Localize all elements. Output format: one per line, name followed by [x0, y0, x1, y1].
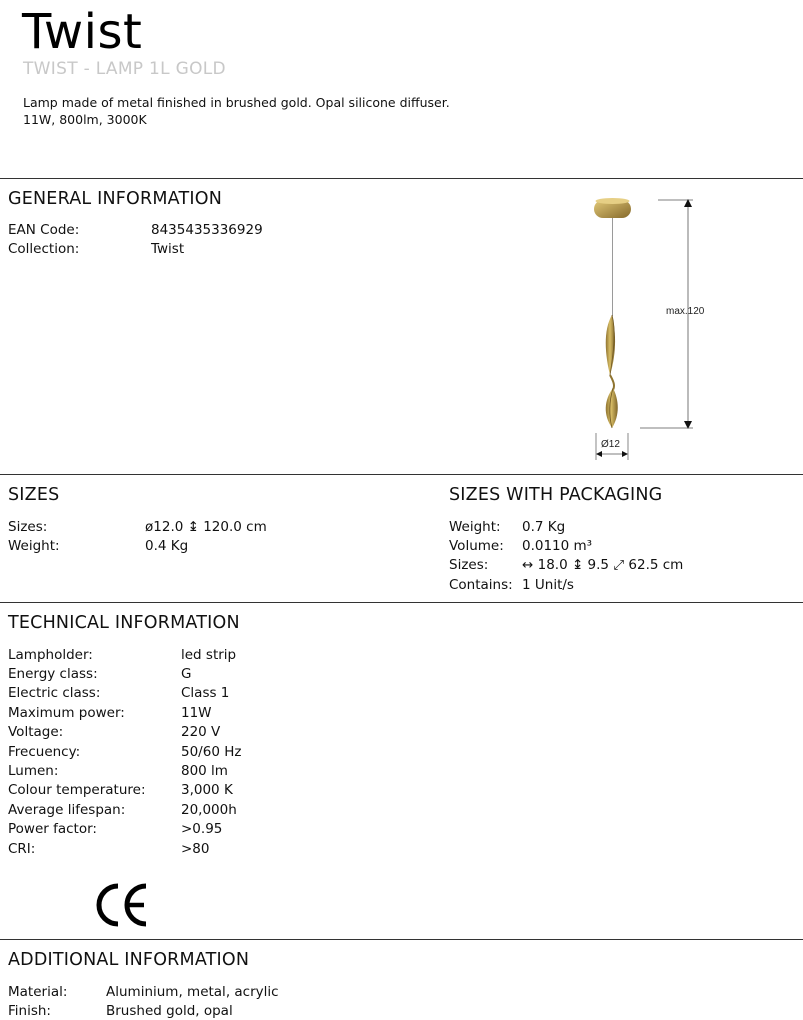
divider: [0, 474, 803, 475]
lamp-dimension-drawing: [585, 190, 725, 465]
sizes-heading: SIZES: [8, 485, 60, 505]
diameter-dimension: [596, 433, 628, 460]
lamp-canopy: [594, 198, 631, 218]
divider: [0, 602, 803, 603]
weight-value: 0.4 Kg: [145, 538, 189, 554]
finish-value: Brushed gold, opal: [106, 1003, 233, 1019]
tech-label: CRI:: [8, 841, 36, 857]
diameter-label: Ø12: [601, 439, 620, 450]
tech-label: Power factor:: [8, 821, 97, 837]
tech-label: Frecuency:: [8, 744, 81, 760]
packaging-heading: SIZES WITH PACKAGING: [449, 485, 663, 505]
sizes-label: Sizes:: [8, 519, 48, 535]
tech-label: Voltage:: [8, 724, 64, 740]
product-subtitle: TWIST - LAMP 1L GOLD: [23, 59, 226, 79]
package-volume-value: 0.0110 m³: [522, 538, 593, 554]
divider: [0, 178, 803, 179]
tech-label: Colour temperature:: [8, 782, 146, 798]
ce-mark-icon: [94, 880, 150, 930]
package-volume-label: Volume:: [449, 538, 504, 554]
tech-value: Class 1: [181, 685, 230, 701]
additional-heading: ADDITIONAL INFORMATION: [8, 950, 250, 970]
tech-label: Energy class:: [8, 666, 98, 682]
lamp-body: [606, 315, 618, 428]
ean-value: 8435435336929: [151, 222, 263, 238]
height-dimension: [640, 199, 705, 429]
tech-value: 3,000 K: [181, 782, 233, 798]
tech-label: Maximum power:: [8, 705, 125, 721]
divider: [0, 939, 803, 940]
product-title: Twist: [22, 4, 143, 60]
tech-value: >0.95: [181, 821, 223, 837]
package-weight-value: 0.7 Kg: [522, 519, 566, 535]
tech-value: 50/60 Hz: [181, 744, 242, 760]
collection-value: Twist: [151, 241, 185, 257]
material-value: Aluminium, metal, acrylic: [106, 984, 279, 1000]
tech-value: >80: [181, 841, 210, 857]
tech-label: Average lifespan:: [8, 802, 126, 818]
package-weight-label: Weight:: [449, 519, 501, 535]
tech-value: 11W: [181, 705, 212, 721]
package-sizes-value: ↔ 18.0 ↨ 9.5 ⤢ 62.5 cm: [522, 557, 684, 573]
product-specs-summary: 11W, 800lm, 3000K: [23, 112, 147, 127]
general-heading: GENERAL INFORMATION: [8, 189, 222, 209]
weight-label: Weight:: [8, 538, 60, 554]
tech-value: led strip: [181, 647, 237, 663]
finish-label: Finish:: [8, 1003, 51, 1019]
ean-label: EAN Code:: [8, 222, 80, 238]
height-label: max.120: [666, 306, 705, 317]
tech-value: 800 lm: [181, 763, 228, 779]
product-description: Lamp made of metal finished in brushed gold. Opal silicone diffuser.: [23, 95, 450, 110]
package-contains-value: 1 Unit/s: [522, 577, 574, 593]
tech-label: Lumen:: [8, 763, 59, 779]
tech-value: G: [181, 666, 192, 682]
collection-label: Collection:: [8, 241, 80, 257]
technical-heading: TECHNICAL INFORMATION: [8, 613, 240, 633]
tech-value: 20,000h: [181, 802, 237, 818]
tech-value: 220 V: [181, 724, 221, 740]
tech-label: Lampholder:: [8, 647, 93, 663]
package-contains-label: Contains:: [449, 577, 513, 593]
material-label: Material:: [8, 984, 68, 1000]
sizes-value: ø12.0 ↨ 120.0 cm: [145, 519, 267, 535]
tech-label: Electric class:: [8, 685, 101, 701]
package-sizes-label: Sizes:: [449, 557, 489, 573]
